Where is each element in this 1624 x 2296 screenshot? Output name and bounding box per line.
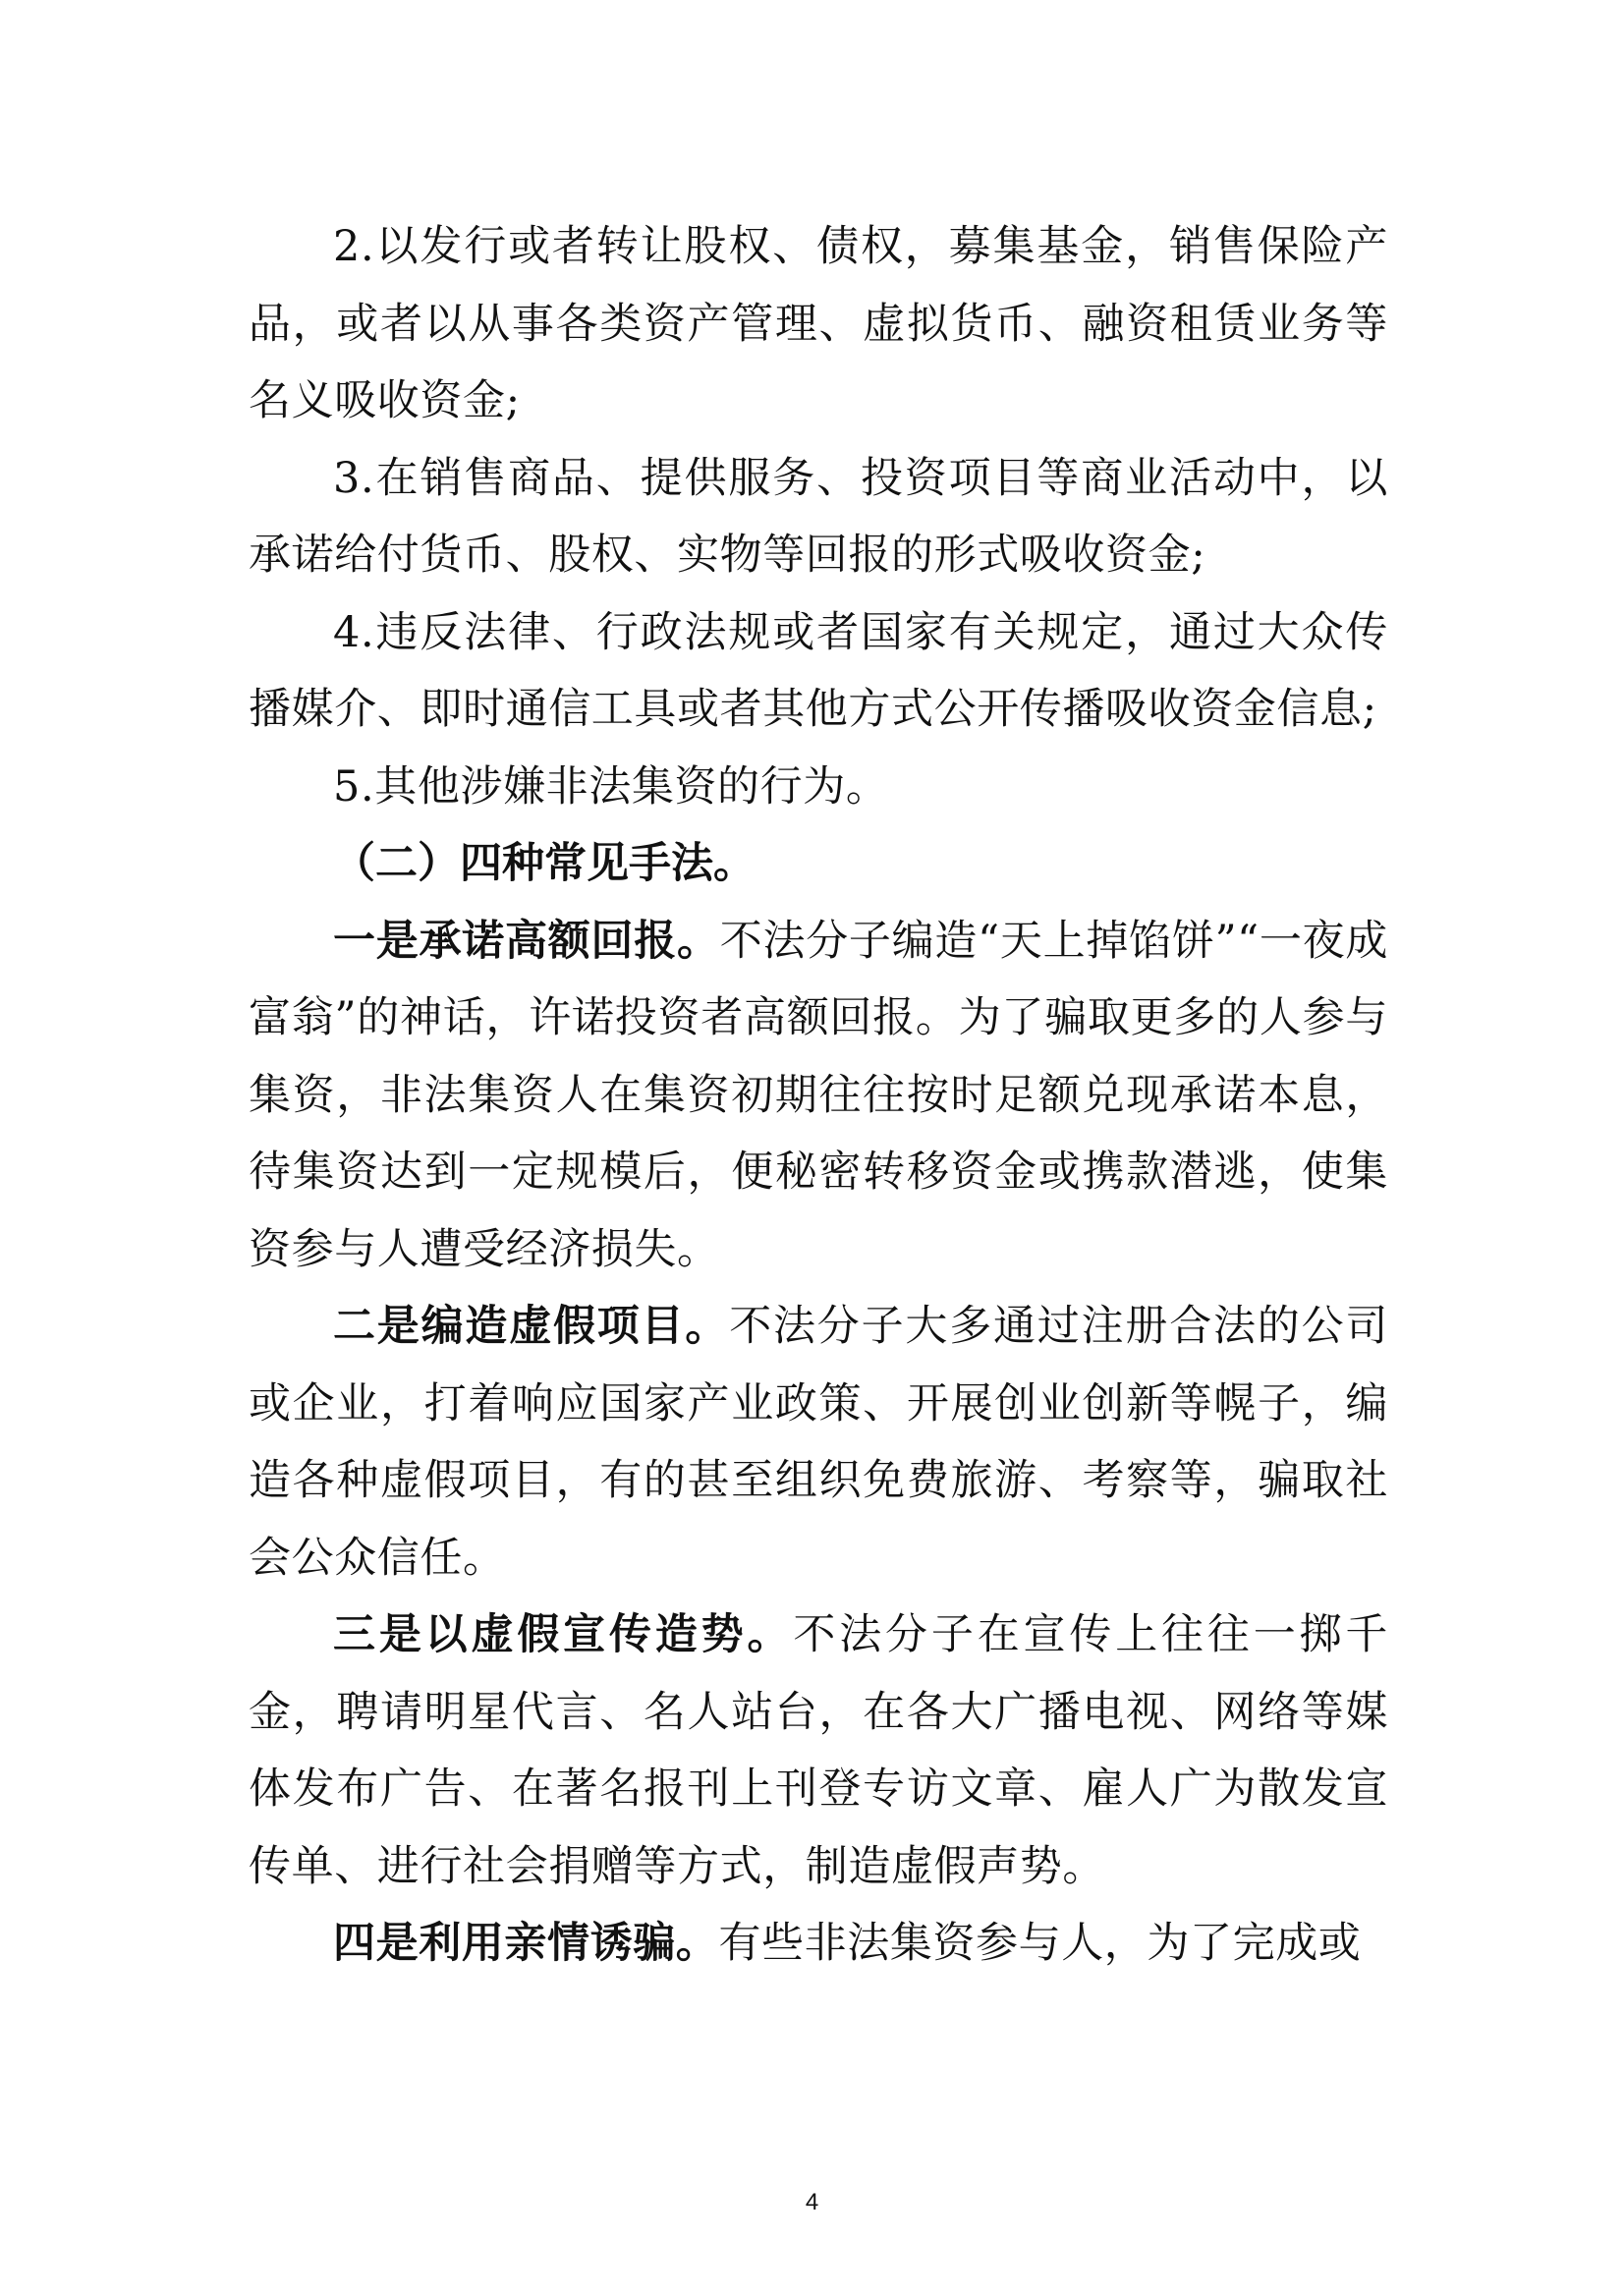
section-heading-text: （二）四种常见手法。 — [333, 839, 756, 888]
paragraph-item-4 — [249, 594, 1388, 749]
paragraph-text: 3.在销售商品、提供服务、投资项目等商业活动中，以承诺给付货币、股权、实物等回报的形式吸收资金; — [249, 453, 1388, 580]
paragraph-lead: 三是以虚假宣传造势。 — [333, 1610, 794, 1659]
paragraph-item-2 — [249, 208, 1388, 440]
paragraph-lead: 二是编造虚假项目。 — [333, 1302, 730, 1351]
paragraph-item-5 — [249, 749, 1388, 826]
paragraph-text: 不法分子在宣传上往往一掷千金，聘请明星代言、名人站台，在各大广播电视、网络等媒体发布广告、在著名报刊上刊登专访文章、雇人广为散发宣传单、进行社会捐赠等方式，制造虚假声势。 — [249, 1610, 1388, 1891]
paragraph-text: 2.以发行或者转让股权、债权，募集基金，销售保险产品，或者以从事各类资产管理、虚拟货币、融资租赁业务等名义吸收资金; — [249, 222, 1388, 425]
paragraph-text: 不法分子大多通过注册合法的公司或企业，打着响应国家产业政策、开展创业创新等幌子，编造各种虚假项目，有的甚至组织免费旅游、考察等，骗取社会公众信任。 — [249, 1302, 1388, 1583]
paragraph-method-3 — [249, 1596, 1388, 1905]
paragraph-method-1 — [249, 903, 1388, 1289]
paragraph-item-3 — [249, 440, 1388, 594]
paragraph-text: 不法分子编造“天上掉馅饼”“一夜成富翁”的神话，许诺投资者高额回报。为了骗取更多的人参与集资，非法集资人在集资初期往往按时足额兑现承诺本息，待集资达到一定规模后，便秘密转移资金或携款潜逃，使集资参与人遭受经济损失。 — [249, 916, 1388, 1274]
paragraph-method-2 — [249, 1288, 1388, 1596]
body-text — [249, 208, 1388, 1983]
paragraph-text: 4.违反法律、行政法规或者国家有关规定，通过大众传播媒介、即时通信工具或者其他方式公开传播吸收资金信息; — [249, 607, 1388, 734]
paragraph-lead: 一是承诺高额回报。 — [333, 916, 720, 966]
paragraph-lead: 四是利用亲情诱骗。 — [333, 1919, 719, 1968]
paragraph-method-4 — [249, 1905, 1388, 1983]
paragraph-text: 5.其他涉嫌非法集资的行为。 — [333, 761, 889, 812]
section-heading — [249, 825, 1388, 903]
paragraph-text: 有些非法集资参与人，为了完成或 — [718, 1919, 1362, 1968]
page-number: 4 — [805, 2189, 819, 2215]
